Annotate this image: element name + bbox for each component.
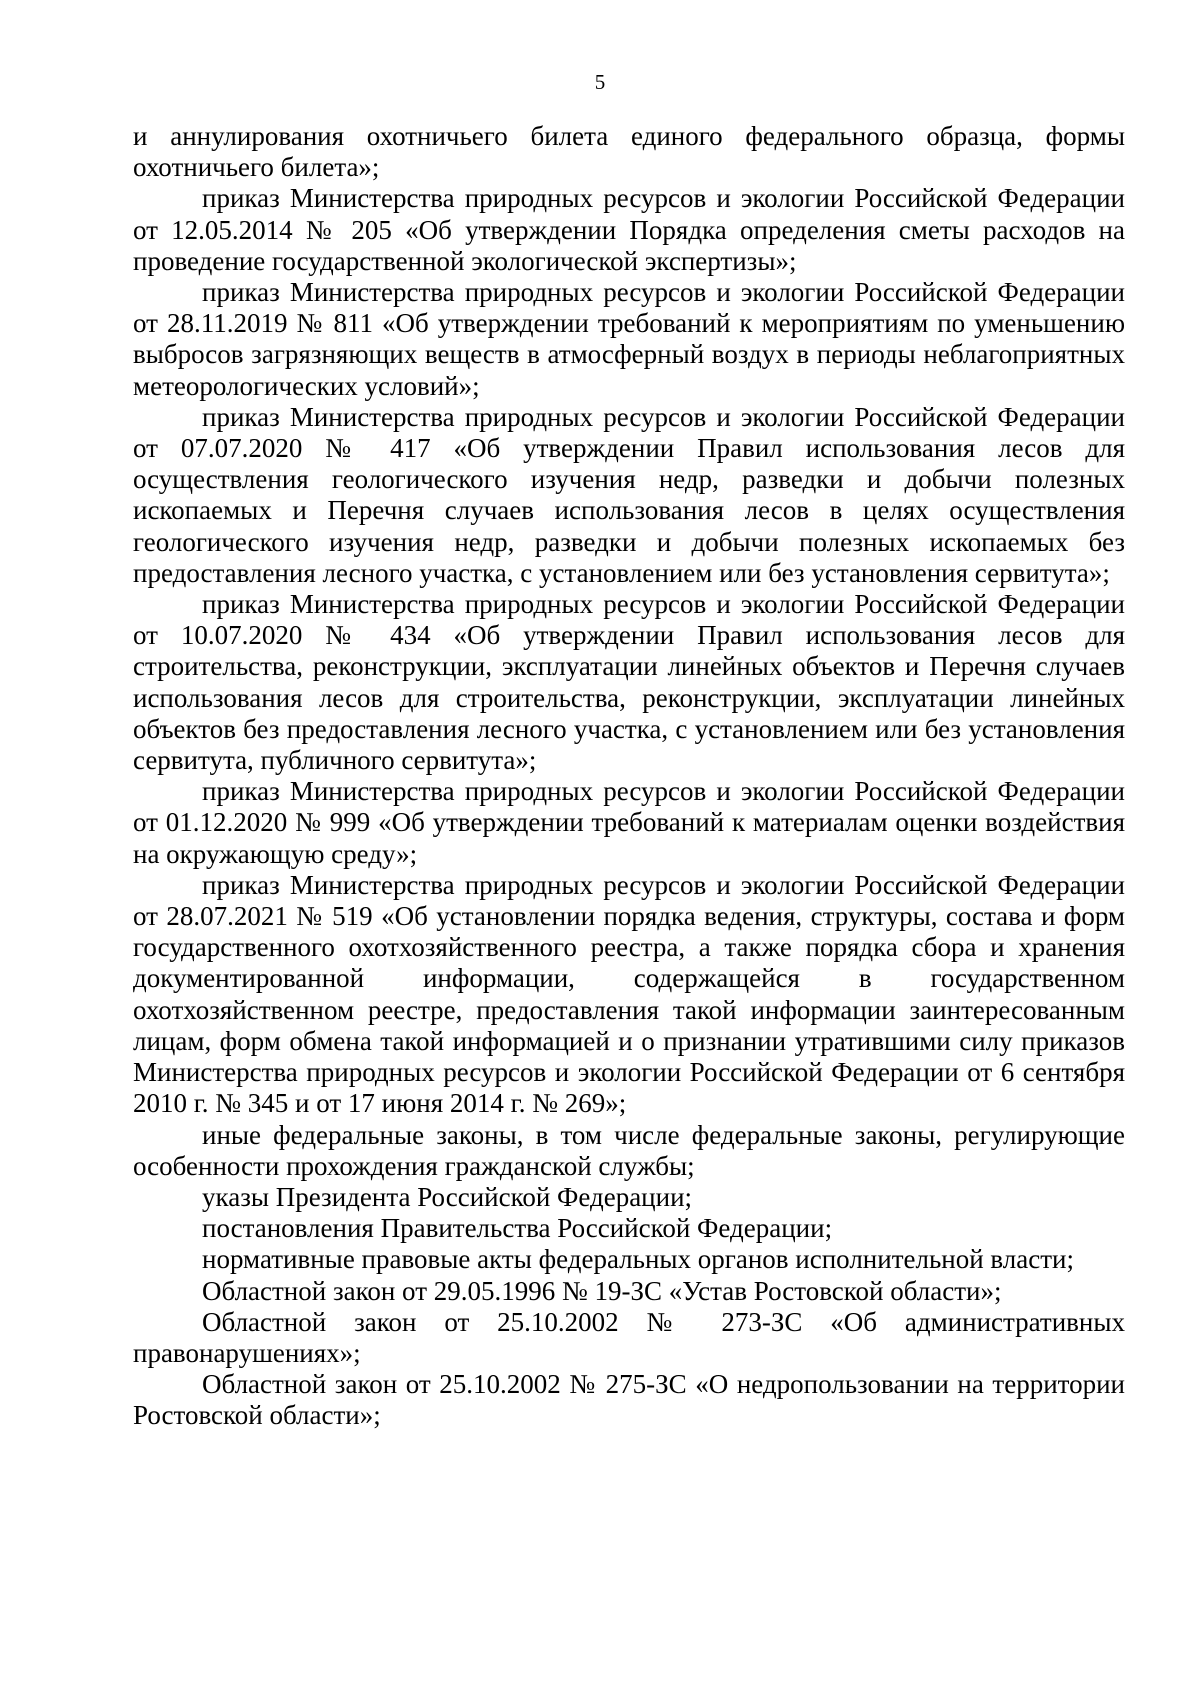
paragraph: и аннулирования охотничьего билета единого федерального образца, формы охотничьего билета»; (133, 121, 1125, 183)
paragraph: приказ Министерства природных ресурсов и экологии Российской Федерации от 01.12.2020 № 999 «Об утверждении требований к материалам оценки воздействия на окружающую среду»; (133, 776, 1125, 869)
paragraph: приказ Министерства природных ресурсов и экологии Российской Федерации от 12.05.2014 № 205 «Об утверждении Порядка определения сметы расходов на проведение государственной экологической экспертизы»; (133, 183, 1125, 276)
paragraph: приказ Министерства природных ресурсов и экологии Российской Федерации от 28.11.2019 № 811 «Об утверждении требований к мероприятиям по уменьшению выбросов загрязняющих веществ в атмосферный воздух в периоды неблагоприятных метеорологических условий»; (133, 277, 1125, 401)
paragraph: Областной закон от 29.05.1996 № 19-ЗС «Устав Ростовской области»; (202, 1275, 1002, 1306)
paragraph: Областной закон от 25.10.2002 № 275-ЗС «О недропользовании на территории Ростовской области»; (133, 1369, 1125, 1431)
paragraph: указы Президента Российской Федерации; (202, 1181, 693, 1212)
document-body (133, 121, 1125, 1432)
paragraph: постановления Правительства Российской Федерации; (202, 1213, 833, 1244)
paragraph: нормативные правовые акты федеральных органов исполнительной власти; (202, 1244, 1075, 1275)
paragraph: приказ Министерства природных ресурсов и экологии Российской Федерации от 28.07.2021 № 519 «Об установлении порядка ведения, структуры, состава и форм государственного охотхозяйственного реестра, а также порядка сбора и хранения документированной информации, содержащейся в государственном охотхозяйственном реестре, предоставления такой информации заинтересованным лицам, форм обмена такой информацией и о признании утратившими силу приказов Министерства природных ресурсов и экологии Российской Федерации от 6 сентября 2010 г. № 345 и от 17 июня 2014 г. № 269»; (133, 869, 1125, 1119)
paragraph: приказ Министерства природных ресурсов и экологии Российской Федерации от 10.07.2020 № 434 «Об утверждении Правил использования лесов для строительства, реконструкции, эксплуатации линейных объектов и Перечня случаев использования лесов для строительства, реконструкции, эксплуатации линейных объектов без предоставления лесного участка, с установлением или без установления сервитута, публичного сервитута»; (133, 589, 1125, 776)
paragraph: Областной закон от 25.10.2002 № 273-ЗС «Об административных правонарушениях»; (133, 1306, 1125, 1368)
paragraph: приказ Министерства природных ресурсов и экологии Российской Федерации от 07.07.2020 № 417 «Об утверждении Правил использования лесов для осуществления геологического изучения недр, разведки и добычи полезных ископаемых и Перечня случаев использования лесов в целях осуществления геологического изучения недр, разведки и добычи полезных ископаемых без предоставления лесного участка, с установлением или без установления сервитута»; (133, 401, 1125, 588)
page-number: 5 (594, 70, 606, 94)
paragraph: иные федеральные законы, в том числе федеральные законы, регулирующие особенности прохождения гражданской службы; (133, 1119, 1125, 1181)
